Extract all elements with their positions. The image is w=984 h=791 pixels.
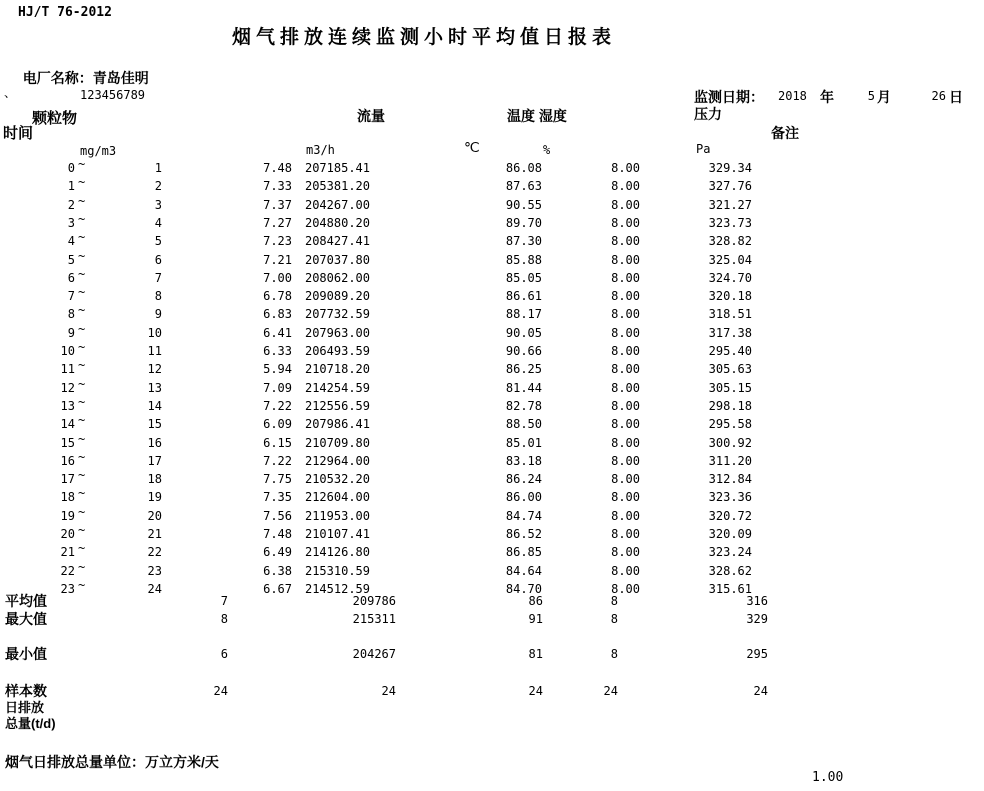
humidity-value: 8.00 (611, 490, 640, 505)
pressure-value: 300.92 (708, 435, 752, 450)
samples-temp: 24 (528, 684, 543, 698)
temp-value: 87.30 (505, 234, 542, 249)
table-row (0, 287, 984, 306)
tilde-separator: ~ (78, 211, 86, 226)
pressure-value: 312.84 (708, 472, 752, 487)
tilde-separator: ~ (78, 230, 86, 245)
page-number: 1.00 (812, 770, 844, 785)
humidity-value: 8.00 (611, 472, 640, 487)
pressure-value: 320.72 (708, 508, 752, 523)
tilde-separator: ~ (78, 394, 86, 409)
hour-start-value: 20 (60, 527, 75, 541)
hour-end-value: 2 (154, 179, 162, 194)
tilde-separator: ~ (78, 413, 86, 428)
pressure-value: 320.18 (708, 289, 752, 304)
hour-start-value: 9 (67, 325, 75, 340)
pressure-value: 321.27 (708, 197, 752, 212)
pressure-value: 325.04 (708, 252, 752, 267)
average-temp: 86 (528, 594, 543, 608)
pm-value: 7.48 (263, 161, 292, 175)
hour-start-value: 4 (67, 234, 75, 249)
humidity-value: 8.00 (611, 362, 640, 377)
pm-value: 6.09 (263, 417, 292, 432)
tilde-separator: ~ (78, 303, 86, 318)
humidity-value: 8.00 (611, 325, 640, 340)
hour-end-value: 19 (147, 490, 162, 505)
plant-name-value: 青岛佳明 (92, 70, 149, 86)
hour-start-value: 19 (60, 508, 75, 523)
table-row (0, 415, 984, 434)
hour-start-value: 10 (60, 344, 75, 358)
tilde-separator: ~ (78, 266, 86, 281)
tilde-separator: ~ (78, 321, 86, 336)
flow-value: 208427.41 (304, 234, 370, 249)
pm-value: 6.78 (263, 289, 292, 304)
flow-value: 208062.00 (304, 270, 370, 285)
temp-value: 86.61 (505, 289, 542, 304)
average-pm: 7 (220, 594, 228, 608)
hour-end-value: 21 (147, 527, 162, 541)
pm-value: 5.94 (263, 362, 292, 377)
tilde-separator: ~ (78, 340, 86, 354)
humidity-value: 8.00 (611, 508, 640, 523)
humidity-value: 8.00 (611, 563, 640, 578)
tilde-separator: ~ (78, 559, 86, 574)
temp-value: 90.55 (505, 197, 542, 212)
temp-value: 86.24 (505, 472, 542, 487)
pm-value: 7.22 (263, 398, 292, 413)
temp-value: 90.66 (505, 344, 542, 358)
hour-start-value: 14 (60, 417, 75, 432)
pm-value: 6.38 (263, 563, 292, 578)
pm-value: 7.48 (263, 527, 292, 541)
column-header-pm: 颗粒物 (32, 110, 78, 127)
pm-value: 7.09 (263, 380, 292, 395)
tilde-separator: ~ (78, 358, 86, 373)
flow-value: 211953.00 (304, 508, 370, 523)
temp-value: 87.63 (505, 179, 542, 194)
pressure-value: 328.62 (708, 563, 752, 578)
summary-row-samples (0, 682, 984, 701)
pm-value: 7.75 (263, 472, 292, 487)
column-header-pressure: 压力 (694, 106, 722, 122)
hour-end-value: 14 (147, 398, 162, 413)
flow-value: 215310.59 (304, 563, 370, 578)
flow-value: 207037.80 (304, 252, 370, 267)
pm-value: 7.27 (263, 215, 292, 230)
tilde-separator: ~ (78, 449, 86, 464)
table-row (0, 159, 984, 178)
humidity-unit-label: % (543, 143, 551, 157)
hour-start-value: 18 (60, 490, 75, 505)
report-title: 烟气排放连续监测小时平均值日报表 (232, 27, 617, 48)
max-label: 最大值 (5, 611, 47, 627)
hour-start-value: 11 (60, 362, 75, 377)
table-row (0, 525, 984, 544)
summary-row-average (0, 592, 984, 611)
table-row (0, 232, 984, 251)
flow-value: 214512.59 (304, 581, 370, 596)
hour-start-value: 22 (60, 563, 75, 578)
temp-value: 89.70 (505, 215, 542, 230)
pm-value: 7.33 (263, 179, 292, 194)
hour-start-value: 5 (67, 252, 75, 267)
temp-value: 84.74 (505, 508, 542, 523)
temp-value: 86.08 (505, 161, 542, 175)
pressure-unit-label: Pa (696, 142, 711, 156)
average-label: 平均值 (5, 593, 47, 609)
hour-start-value: 21 (60, 545, 75, 560)
pm-value: 7.37 (263, 197, 292, 212)
table-row (0, 321, 984, 343)
flow-value: 212964.00 (304, 453, 370, 468)
hour-end-value: 8 (154, 289, 162, 304)
tilde-separator: ~ (78, 157, 86, 171)
min-temp: 81 (528, 647, 543, 661)
column-header-time: 时间 (3, 125, 34, 142)
hour-end-value: 22 (147, 545, 162, 560)
pressure-value: 324.70 (708, 270, 752, 285)
flow-value: 210718.20 (304, 362, 370, 377)
min-pm: 6 (220, 647, 228, 661)
table-row (0, 177, 984, 196)
column-header-flow: 流量 (357, 108, 385, 124)
humidity-value: 8.00 (611, 453, 640, 468)
hour-end-value: 15 (147, 417, 162, 432)
hour-end-value: 3 (154, 197, 162, 212)
hour-start-value: 12 (60, 380, 75, 395)
temp-value: 86.52 (505, 527, 542, 541)
pressure-value: 295.58 (708, 417, 752, 432)
day-unit-label: 日 (949, 89, 963, 105)
pm-value: 6.33 (263, 344, 292, 358)
pm-value: 7.00 (263, 270, 292, 285)
table-row (0, 305, 984, 324)
daily-emission-label-line2: 总量(t/d) (5, 716, 56, 731)
table-row (0, 470, 984, 489)
plant-name-label: 电厂名称： (22, 70, 93, 86)
humidity-value: 8.00 (611, 289, 640, 304)
hour-start-value: 3 (67, 215, 75, 230)
humidity-value: 8.00 (611, 581, 640, 596)
flow-value: 212556.59 (304, 398, 370, 413)
hour-start-value: 23 (60, 581, 75, 596)
humidity-value: 8.00 (611, 179, 640, 194)
hour-end-value: 7 (154, 270, 162, 285)
pressure-value: 315.61 (708, 581, 752, 596)
flow-value: 207963.00 (304, 325, 370, 340)
summary-row-min (0, 645, 984, 664)
tilde-separator: ~ (78, 376, 86, 391)
serial-number: 123456789 (80, 88, 146, 102)
tilde-separator: ~ (78, 285, 86, 300)
table-row (0, 543, 984, 562)
table-row (0, 211, 984, 233)
table-row (0, 504, 984, 526)
min-label: 最小值 (5, 646, 47, 662)
hour-end-value: 6 (154, 252, 162, 267)
year-unit-label: 年 (820, 89, 834, 105)
temp-value: 88.17 (505, 307, 542, 322)
column-header-remark: 备注 (771, 125, 799, 141)
max-temp: 91 (528, 612, 543, 626)
standard-code: HJ/T 76-2012 (18, 5, 112, 20)
pressure-value: 323.36 (708, 490, 752, 505)
temp-value: 88.50 (505, 417, 542, 432)
pressure-value: 305.63 (708, 362, 752, 377)
date-month-value: 5 (867, 89, 875, 103)
hour-end-value: 12 (147, 362, 162, 377)
min-pressure: 295 (746, 647, 768, 661)
daily-emission-label-line1: 日排放 (5, 700, 45, 715)
pm-value: 6.15 (263, 435, 292, 450)
humidity-value: 8.00 (611, 270, 640, 285)
average-humidity: 8 (610, 594, 618, 608)
table-row (0, 193, 984, 215)
pressure-value: 305.15 (708, 380, 752, 395)
flow-value: 214254.59 (304, 380, 370, 395)
temp-value: 85.05 (505, 270, 542, 285)
min-flow: 204267 (352, 647, 396, 661)
hour-end-value: 10 (147, 325, 162, 340)
temp-value: 86.25 (505, 362, 542, 377)
humidity-value: 8.00 (611, 380, 640, 395)
pressure-value: 327.76 (708, 179, 752, 194)
average-flow: 209786 (352, 594, 396, 608)
pressure-value: 317.38 (708, 325, 752, 340)
table-row (0, 360, 984, 379)
samples-pm: 24 (213, 684, 228, 698)
pressure-value: 320.09 (708, 527, 752, 541)
hour-start-value: 2 (67, 197, 75, 212)
tilde-separator: ~ (78, 431, 86, 446)
hour-end-value: 18 (147, 472, 162, 487)
hour-end-value: 20 (147, 508, 162, 523)
hour-end-value: 9 (154, 307, 162, 322)
temp-value: 83.18 (505, 453, 542, 468)
monitor-date-label: 监测日期： (694, 89, 764, 105)
humidity-value: 8.00 (611, 344, 640, 358)
temp-value: 84.64 (505, 563, 542, 578)
pressure-value: 298.18 (708, 398, 752, 413)
humidity-value: 8.00 (611, 417, 640, 432)
pm-value: 6.67 (263, 581, 292, 596)
table-row (0, 449, 984, 471)
pressure-value: 323.24 (708, 545, 752, 560)
humidity-value: 8.00 (611, 234, 640, 249)
max-flow: 215311 (352, 612, 396, 626)
summary-row-max (0, 610, 984, 629)
max-pressure: 329 (746, 612, 768, 626)
pm-value: 7.35 (263, 490, 292, 505)
hour-start-value: 16 (60, 453, 75, 468)
samples-pressure: 24 (753, 684, 768, 698)
hour-end-value: 13 (147, 380, 162, 395)
table-row (0, 266, 984, 288)
tilde-separator: ~ (78, 541, 86, 556)
hour-start-value: 17 (60, 472, 75, 487)
pm-value: 7.22 (263, 453, 292, 468)
table-row (0, 248, 984, 270)
humidity-value: 8.00 (611, 527, 640, 541)
hour-start-value: 13 (60, 398, 75, 413)
hour-start-value: 0 (67, 161, 75, 175)
hour-start-value: 7 (67, 289, 75, 304)
hour-end-value: 17 (147, 453, 162, 468)
hour-end-value: 11 (147, 344, 162, 358)
table-row (0, 342, 984, 361)
flow-value: 210532.20 (304, 472, 370, 487)
flow-unit-label: m3/h (306, 143, 335, 157)
pressure-value: 329.34 (708, 161, 752, 175)
hour-start-value: 15 (60, 435, 75, 450)
flow-value: 204267.00 (304, 197, 370, 212)
flow-value: 207986.41 (304, 417, 370, 432)
pressure-value: 318.51 (708, 307, 752, 322)
humidity-value: 8.00 (611, 197, 640, 212)
hour-end-value: 4 (154, 215, 162, 230)
pressure-value: 295.40 (708, 344, 752, 358)
humidity-value: 8.00 (611, 398, 640, 413)
pm-value: 7.23 (263, 234, 292, 249)
pm-value: 6.41 (263, 325, 292, 340)
table-row (0, 431, 984, 453)
temp-value: 82.78 (505, 398, 542, 413)
hour-start-value: 8 (67, 307, 75, 322)
flow-value: 207732.59 (304, 307, 370, 322)
humidity-value: 8.00 (611, 307, 640, 322)
samples-label: 样本数 (5, 683, 47, 699)
tilde-separator: ~ (78, 248, 86, 263)
tilde-separator: ~ (78, 577, 86, 592)
average-pressure: 316 (746, 594, 768, 608)
samples-flow: 24 (381, 684, 396, 698)
hour-end-value: 24 (147, 581, 162, 596)
tilde-separator: ~ (78, 523, 86, 537)
pm-value: 7.21 (263, 252, 292, 267)
pressure-value: 323.73 (708, 215, 752, 230)
flow-value: 210107.41 (304, 527, 370, 541)
tilde-separator: ~ (78, 175, 86, 190)
month-unit-label: 月 (877, 89, 891, 105)
flow-value: 206493.59 (304, 344, 370, 358)
max-pm: 8 (220, 612, 228, 626)
temp-value: 86.00 (505, 490, 542, 505)
min-humidity: 8 (610, 647, 618, 661)
samples-humidity: 24 (603, 684, 618, 698)
temp-value: 84.70 (505, 581, 542, 596)
hour-end-value: 16 (147, 435, 162, 450)
flow-value: 212604.00 (304, 490, 370, 505)
temp-value: 81.44 (505, 380, 542, 395)
temp-unit-label: ℃ (464, 139, 480, 155)
hour-end-value: 5 (154, 234, 162, 249)
max-humidity: 8 (610, 612, 618, 626)
table-row (0, 394, 984, 416)
pm-value: 6.49 (263, 545, 292, 560)
pm-value: 6.83 (263, 307, 292, 322)
pressure-value: 311.20 (708, 453, 752, 468)
flow-value: 207185.41 (304, 161, 370, 175)
pm-unit-label: mg/m3 (80, 144, 117, 158)
tilde-separator: ~ (78, 504, 86, 519)
flow-value: 205381.20 (304, 179, 370, 194)
table-row (0, 488, 984, 507)
tilde-separator: ~ (78, 193, 86, 208)
flow-value: 210709.80 (304, 435, 370, 450)
temp-value: 85.88 (505, 252, 542, 267)
humidity-value: 8.00 (611, 545, 640, 560)
hour-end-value: 23 (147, 563, 162, 578)
pressure-value: 328.82 (708, 234, 752, 249)
column-header-temp-hum: 温度 湿度 (507, 108, 567, 124)
corner-mark: 、 (4, 86, 17, 100)
hour-start-value: 6 (67, 270, 75, 285)
temp-value: 85.01 (505, 435, 542, 450)
date-day-value: 26 (931, 89, 946, 103)
humidity-value: 8.00 (611, 435, 640, 450)
emission-unit-note: 烟气日排放总量单位：万立方米/天 (5, 754, 219, 770)
tilde-separator: ~ (78, 468, 86, 483)
flow-value: 214126.80 (304, 545, 370, 560)
table-row (0, 559, 984, 581)
hour-start-value: 1 (67, 179, 75, 194)
temp-value: 90.05 (505, 325, 542, 340)
flow-value: 204880.20 (304, 215, 370, 230)
humidity-value: 8.00 (611, 215, 640, 230)
date-year-value: 2018 (778, 89, 807, 103)
hour-end-value: 1 (154, 161, 162, 175)
pm-value: 7.56 (263, 508, 292, 523)
temp-value: 86.85 (505, 545, 542, 560)
humidity-value: 8.00 (611, 252, 640, 267)
tilde-separator: ~ (78, 486, 86, 501)
humidity-value: 8.00 (611, 161, 640, 175)
table-row (0, 376, 984, 398)
flow-value: 209089.20 (304, 289, 370, 304)
